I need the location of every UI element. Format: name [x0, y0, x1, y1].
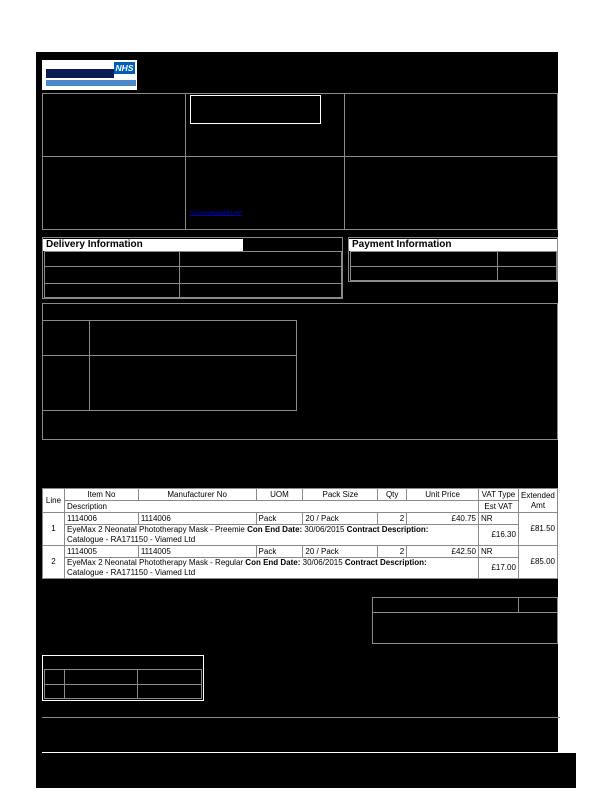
con-end-date-value: 30/06/2015 — [302, 525, 347, 534]
totals-grid-hline — [372, 612, 558, 613]
col-est-vat-header: Est VAT — [478, 501, 518, 513]
line-items-table — [42, 488, 558, 579]
item-no: 1114005 — [64, 546, 138, 558]
table-subheader-row — [43, 501, 558, 513]
table-header-row — [43, 489, 558, 501]
delivery-grid-vline — [179, 251, 180, 298]
notes-grid-hline — [42, 355, 297, 356]
manufacturer-no: 1114005 — [138, 546, 256, 558]
line-number: 2 — [43, 546, 65, 579]
notes-grid-vline — [89, 320, 90, 411]
line-number: 1 — [43, 513, 65, 546]
description-main: EyeMax 2 Neonatal Phototherapy Mask - Preemie — [66, 525, 248, 534]
con-end-date-label: Con End Date: — [245, 558, 301, 567]
uom: Pack — [256, 546, 303, 558]
totals-grid-vline — [518, 597, 519, 612]
pack-size: 20 / Pack — [303, 546, 378, 558]
table-row-description — [43, 525, 558, 546]
table-row-description — [43, 558, 558, 579]
vat-type: NR — [478, 546, 518, 558]
col-unit-price-header: Unit Price — [407, 489, 479, 501]
extended-amt: £85.00 — [518, 546, 557, 579]
extended-amt: £81.50 — [518, 513, 557, 546]
payment-title: Payment Information — [349, 239, 557, 251]
col-item-no-header: Item No — [64, 489, 138, 501]
nhs-logo — [42, 60, 137, 90]
qty: 2 — [378, 546, 407, 558]
nhs-logo-text: NHS — [115, 63, 134, 73]
contact-email-link[interactable]: r.moneykeys@tpi.net — [190, 210, 242, 216]
header-grid-vline-2 — [344, 93, 345, 230]
item-no: 1114006 — [64, 513, 138, 525]
col-pack-size-header: Pack Size — [303, 489, 378, 501]
item-description — [64, 525, 478, 546]
divider-line — [42, 717, 560, 718]
col-description-header: Description — [64, 501, 478, 513]
summary-grid-hline — [44, 684, 202, 685]
header-grid-hline — [42, 156, 558, 157]
col-extended-amt-header: Extended Amt — [518, 489, 557, 513]
totals-box — [372, 597, 558, 644]
table-row — [43, 513, 558, 525]
est-vat: £17.00 — [478, 558, 518, 579]
header-grid-vline-1 — [185, 93, 186, 230]
vat-type: NR — [478, 513, 518, 525]
unit-price: £40.75 — [407, 513, 479, 525]
qty: 2 — [378, 513, 407, 525]
contract-description-label: Contract Description: — [344, 558, 427, 567]
description-main: EyeMax 2 Neonatal Phototherapy Mask - Regular — [66, 558, 246, 567]
order-number-box — [190, 95, 321, 124]
contract-description-label: Contract Description: — [346, 525, 429, 534]
delivery-grid-hline-2 — [44, 283, 342, 284]
footer-divider-line — [42, 752, 576, 753]
est-vat: £16.30 — [478, 525, 518, 546]
table-row — [43, 546, 558, 558]
delivery-title: Delivery Information — [43, 239, 243, 251]
logo-stripe-icon — [46, 80, 136, 86]
con-end-date-label: Con End Date: — [247, 525, 303, 534]
contract-description-value: Catalogue - RA171150 - Viamed Ltd — [66, 568, 196, 577]
document-panel-footer — [36, 752, 576, 788]
notes-field-grid — [42, 320, 297, 411]
payment-grid-hline — [350, 266, 557, 267]
delivery-field-grid — [44, 251, 342, 298]
contract-description-value: Catalogue - RA171150 - Viamed Ltd — [66, 535, 196, 544]
col-uom-header: UOM — [256, 489, 303, 501]
item-description — [64, 558, 478, 579]
manufacturer-no: 1114006 — [138, 513, 256, 525]
col-line-header: Line — [43, 489, 65, 513]
col-manufacturer-no-header: Manufacturer No — [138, 489, 256, 501]
delivery-grid-hline-1 — [44, 266, 342, 267]
col-vat-type-header: VAT Type — [478, 489, 518, 501]
uom: Pack — [256, 513, 303, 525]
pack-size: 20 / Pack — [303, 513, 378, 525]
unit-price: £42.50 — [407, 546, 479, 558]
col-qty-header: Qty — [378, 489, 407, 501]
logo-bar-icon — [46, 69, 114, 78]
con-end-date-value: 30/06/2015 — [300, 558, 345, 567]
